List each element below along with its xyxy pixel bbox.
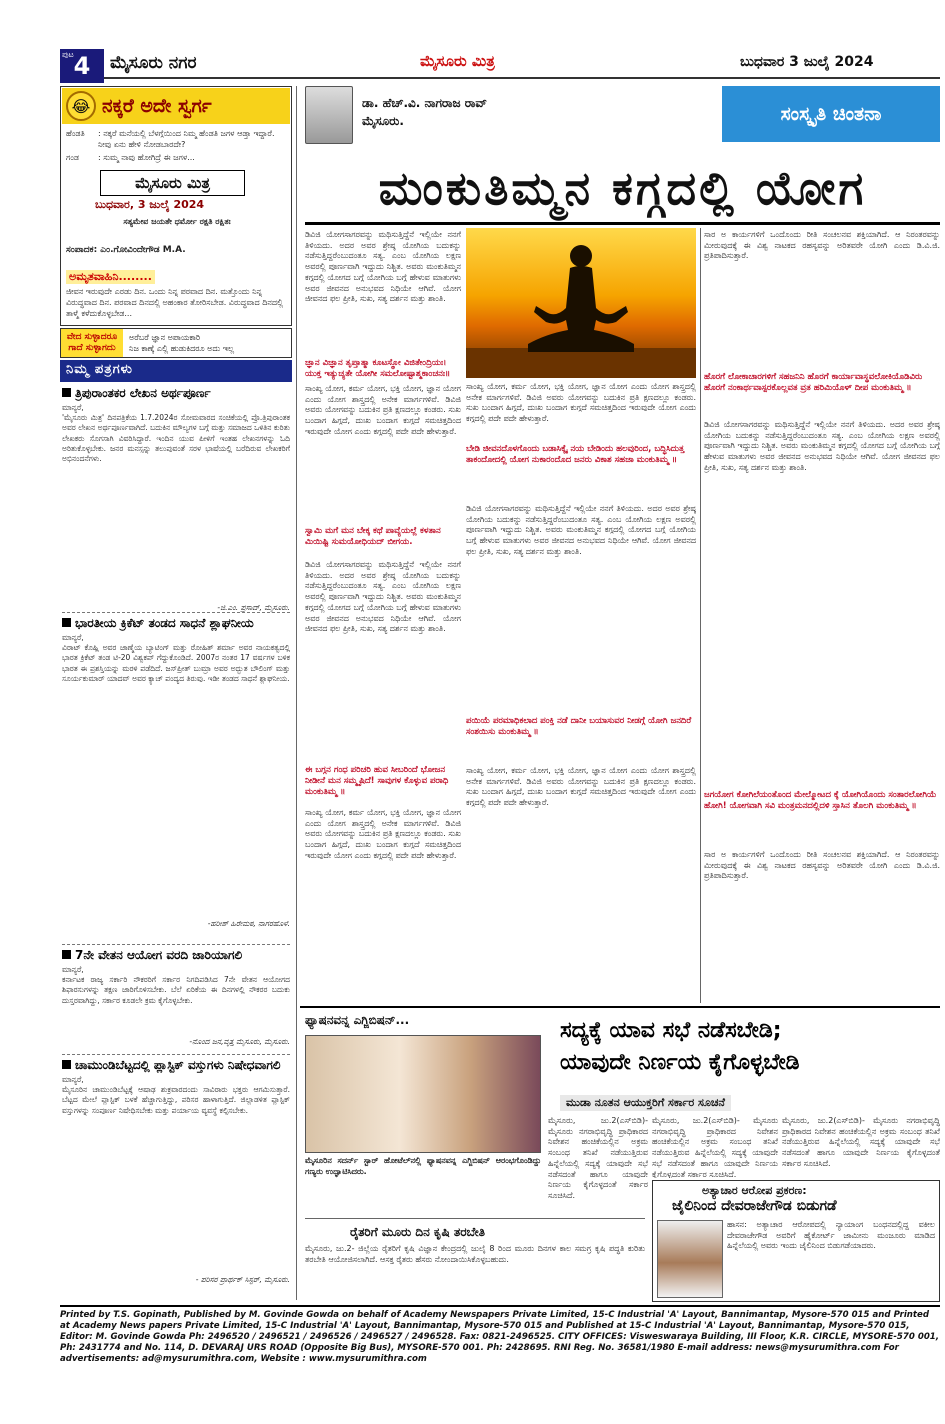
fashion-title: ಫ್ಯಾಷನವನ್ನ ಎಗ್ಜಿಬಿಷನ್... — [305, 1013, 410, 1027]
letter-salutation: ಮಾನ್ಯರೆ, — [62, 1075, 84, 1084]
joke-husband-text: : ಸುಮ್ಮ ನಾವು ಹೋಗಿದ್ರೆ ಈ ಜಗಳ... — [98, 153, 195, 162]
muda-headline-1: ಸದ್ಯಕ್ಕೆ ಯಾವ ಸಭೆ ನಡೆಸಬೇಡಿ; — [560, 1018, 782, 1043]
author-photo — [305, 86, 353, 144]
article-col3-intro: ಸಾರ ಅ ಕಾರ್ಯಗಳಿಗೆ ಒಂದೊಂದು ರೀತಿ ಸಂಚಲನವ ಶಕ್ತಿಯಾಗಿದೆ. ಆ ನಿರಂತರವನ್ನು ಮೀರುವುದಕ್ಕೆ ಈ ವಿಶ್ವ ನಾಟಕದ ರಹಸ್ಯವನ್ನು ಅರಿತವರೇ ಯೋಗಿ ಎಂದು ಡಿ.ವಿ.ಜಿ. ಪ್ರತಿಪಾದಿಸುತ್ತಾರೆ. — [704, 230, 940, 261]
farmer-news-body: ಮೈಸೂರು, ಜು.2- ಜಿಲ್ಲೆಯ ರೈತರಿಗೆ ಕೃಷಿ ವಿಜ್ಞಾನ ಕೇಂದ್ರದಲ್ಲಿ ಜುಲೈ 8 ರಿಂದ ಮೂರು ದಿನಗಳ ಕಾಲ ಸಮಗ್ರ ಕೃಷಿ ಪದ್ಧತಿ ಕುರಿತು ತರಬೇತಿ ಆಯೋಜಿಸಲಾಗಿದೆ. ಆಸಕ್ತ ರೈತರು ಹೆಸರು ನೋಂದಾಯಿಸಿಕೊಳ್ಳಬಹುದು. — [305, 1244, 645, 1264]
pull-quote-7: ಹೊರಗೆ ಲೋಕಾಚಾರಗಳಿಗೆ ಸಹಜನಿನಿ ಹೊರಗೆ ಕಾರ್ಯಾವಾಸ್ಥವಲೋಕಿಯೊಡಿವಿರು ಹೊರಗೆ ನಂಕಾರ್ಥವಾಸ್ಪರಕೊಲ್ಲವತ ವ್ರತ ಹರಿಮಿಯೊಳ್ ದೀಪ ಮಂಕುತಿಮ್ಮ ॥ — [704, 372, 923, 393]
arrest-body: ಹಾಸನ: ಅತ್ಯಾಚಾರ ಆರೋಪದಲ್ಲಿ ನ್ಯಾಯಾಂಗ ಬಂಧನದಲ್ಲಿದ್ದ ವಕೀಲ ದೇವರಾಜೇಗೌಡ ಅವರಿಗೆ ಹೈಕೋರ್ಟ್ ಜಾಮೀನು ಮಂಜೂರು ಮಾಡಿದ ಹಿನ್ನೆಲೆಯಲ್ಲಿ ಅವರು ಇಂದು ಜೈಲಿನಿಂದ ಬಿಡುಗಡೆಯಾದರು. — [727, 1220, 935, 1251]
page-number: 4 — [73, 52, 91, 80]
article-col2-intro: ಸಾಂಖ್ಯ ಯೋಗ, ಕರ್ಮ ಯೋಗ, ಭಕ್ತಿ ಯೋಗ, ಜ್ಞಾನ ಯೋಗ ಎಂದು ಯೋಗ ಶಾಸ್ತ್ರದಲ್ಲಿ ಅನೇಕ ಮಾರ್ಗಗಳಿವೆ. ಡಿವಿಜಿ ಅವರು ಯೋಗವನ್ನು ಬದುಕಿನ ಪ್ರತಿ ಕ್ಷಣದಲ್ಲೂ ಕಂಡರು. ಸುಖ ಬಂದಾಗ ಹಿಗ್ಗದೆ, ದುಃಖ ಬಂದಾಗ ಕುಗ್ಗದೆ ಸಮಚಿತ್ತದಿಂದ ಇರುವುದೇ ಯೋಗ ಎಂದು ಕಗ್ಗದಲ್ಲಿ ಪದೇ ಪದೇ ಹೇಳುತ್ತಾರೆ. — [466, 382, 696, 424]
proverb-line-2: ನಿಜ ಕಾಣ್ಕೆ ಎಲ್ಲಿ ಹುಡುಕಿದರೂ ಅದು ಇಲ್ಲ — [129, 344, 235, 353]
proverb-box — [60, 328, 292, 358]
arrest-kicker: ಅತ್ಯಾಚಾರ ಆರೋಪ ಪ್ರಕರಣ: — [702, 1184, 807, 1197]
letters-heading — [60, 360, 292, 382]
section-title: ಮೈಸೂರು ನಗರ — [110, 53, 197, 73]
laughing-face-icon: 😂 — [66, 91, 96, 121]
bullet-icon — [62, 950, 71, 959]
page-number-box — [60, 49, 104, 83]
yoga-meditation-image — [466, 228, 696, 378]
author-name: ಡಾ. ಹೆಚ್.ವಿ. ನಾಗರಾಜ ರಾವ್ — [362, 96, 487, 110]
pull-quote-2: ಸ್ವಾಮಿ ಮಗೆ ಮನ ಬೇಕ್ಕ ಕಥೆ ಪಾವ್ಯೆಯಲ್ಲೆ ಕಳತಾನ ಮಿಯಿಷ್ಟಿ ಸುಮಯೋಧಿಯದ್ ಬೀಗಯ. — [305, 526, 441, 547]
imprint-footer: Printed by T.S. Gopinath, Published by M. Govinde Gowda on behalf of Academy Newspapers Private Limited, 15-C Industrial 'A' Layout, Bannimantap, Mysore-570 015 and Printed at Academy News papers Private Limited, 15-C Industrial 'A' Layout, Bannimantap, Mysore-570 015 and Published at 15-C Industrial 'A' Layout, Bannimantap, Mysore-570 015, Editor: M. Govinde Gowda Ph: 2496520 / 2496521 / 2496526 / 2496527 / 2496528. Fax: 0821-2496525. CITY OFFICES: Visweswaraya Building, III Floor, K.R. CIRCLE, MYSORE-570 001, Ph: 2431774 and No. 114, D. DEVARAJ URS ROAD (Opposite Big Bus), MYSORE-570 001. Ph: 2428695. RNI Reg. No. 36581/1980 E-mail address: news@mysurumithra.com For advertisements: ad@mysurumithra.com, Website : www.mysurumithra.com — [60, 1305, 940, 1375]
main-headline: ಮಂಕುತಿಮ್ಮನ ಕಗ್ಗದಲ್ಲಿ ಯೋಗ — [378, 161, 867, 215]
muda-headline-2: ಯಾವುದೇ ನಿರ್ಣಯ ಕೈಗೊಳ್ಳಬೇಡಿ — [560, 1050, 800, 1075]
pull-quote-1: ಜ್ಞಾನ ವಿಜ್ಞಾನ ತೃಪ್ತಾತ್ಮಾ ಕೂಟಸ್ಥೋ ವಿಜಿತೇಂದ್ರಿಯಃ। ಯುಕ್ತ ಇತ್ಯುಚ್ಯತೇ ಯೋಗೀ ಸಮಲೋಷ್ಟಾಶ್ಮಕಾಂಚನಃ॥ — [305, 358, 451, 379]
amrut-text: ಜೀವನ ಇರುವುದೇ ಎರಡು ದಿನ. ಒಂದು ನಿನ್ನ ಪರವಾದ ದಿನ. ಮತ್ತೊಂದು ನಿನ್ನ ವಿರುದ್ಧವಾದ ದಿನ. ಪರವಾದ ದಿನದಲ್ಲಿ ಅಹಂಕಾರ ತೋರಿಸಬೇಡ. ವಿರುದ್ಧವಾದ ದಿನದಲ್ಲಿ ತಾಳ್ಮೆ ಕಳೆದುಕೊಳ್ಳಬೇಡ... — [66, 287, 284, 318]
letter-title — [62, 1058, 290, 1073]
letter-title-text: ತ್ರಿಪುರಾಂತಕರ ಲೇಖನ ಅರ್ಥಪೂರ್ಣ — [75, 386, 211, 400]
joke-wife-label: ಹೆಂಡತಿ — [66, 129, 85, 138]
letter-signature: -ಜಿ.ಎಂ. ಪ್ರಸಾದ್, ಮೈಸೂರು. — [217, 603, 290, 613]
letter-title — [62, 616, 290, 631]
bullet-icon — [62, 388, 71, 397]
farmer-news-title: ರೈತರಿಗೆ ಮೂರು ದಿನ ಕೃಷಿ ತರಬೇತಿ — [350, 1225, 486, 1239]
author-city: ಮೈಸೂರು. — [362, 114, 404, 128]
letter-4 — [62, 1058, 290, 1285]
column-divider — [296, 86, 297, 1300]
letter-title — [62, 948, 290, 963]
joke-wife-text: : ನಕ್ಕರೆ ಮನೆಯಲ್ಲಿ ಬೆಳಗ್ಗೆಯಿಂದ ನಿಮ್ಮ ಹೆಂಡತಿ ಜಗಳ ಆಡ್ತಾ ಇದ್ದಾರೆ. ನೀವು ಏನು ಹೇಳಿ ನೋಡಬಾರದೇ? — [98, 129, 275, 149]
mini-masthead-date: ಬುಧವಾರ, 3 ಜುಲೈ 2024 — [95, 198, 205, 211]
joke-banner: ನಕ್ಕರೆ ಅದೇ ಸ್ವರ್ಗ — [62, 88, 290, 124]
divider — [62, 612, 290, 613]
letters-heading-text: ನಿಮ್ಮ ಪತ್ರಗಳು — [66, 362, 133, 377]
bullet-icon — [62, 1060, 71, 1069]
letter-2 — [62, 616, 290, 929]
column-tag: ಸಂಸ್ಕೃತಿ ಚಿಂತನಾ — [722, 86, 940, 142]
letter-salutation: ಮಾನ್ಯರೆ, — [62, 965, 84, 974]
meditation-silhouette-icon — [466, 228, 696, 378]
pull-quote-8: ಜಗಯೋಗ ಕೋಗಿಲೆಯಂತೊಂದ ಮೇಲ್ಮೋಟದ ಕ್ಕೆ ಯೋಗಿಯೊಂದು ಸಂತಾರಲೋಗಿಯೆ ಹೋಗಿ! ಯೋಗವಾಗಿ ಸವಿ ಮಂತ್ರಮನದಲ್ಲಿದಳಿ ಸ್ತಾಸಿನ ತೊಲಗಿ ಮಂಕುತಿಮ್ಮ ॥ — [704, 790, 937, 811]
letter-title-text: ಚಾಮುಂಡಿಬೆಟ್ಟದಲ್ಲಿ ಪ್ಲಾಸ್ಟಿಕ್ ವಸ್ತುಗಳು ನಿಷೇಧವಾಗಲಿ — [75, 1058, 281, 1072]
article-col3-body2: ಸಾರ ಅ ಕಾರ್ಯಗಳಿಗೆ ಒಂದೊಂದು ರೀತಿ ಸಂಚಲನವ ಶಕ್ತಿಯಾಗಿದೆ. ಆ ನಿರಂತರವನ್ನು ಮೀರುವುದಕ್ಕೆ ಈ ವಿಶ್ವ ನಾಟಕದ ರಹಸ್ಯವನ್ನು ಅರಿತವರೇ ಯೋಗಿ ಎಂದು ಡಿ.ವಿ.ಜಿ. ಪ್ರತಿಪಾದಿಸುತ್ತಾರೆ. — [704, 850, 940, 881]
letter-title-text: 7ನೇ ವೇತನ ಆಯೋಗ ವರದಿ ಜಾರಿಯಾಗಲಿ — [75, 948, 243, 962]
article-col1-body: ಸಾಂಖ್ಯ ಯೋಗ, ಕರ್ಮ ಯೋಗ, ಭಕ್ತಿ ಯೋಗ, ಜ್ಞಾನ ಯೋಗ ಎಂದು ಯೋಗ ಶಾಸ್ತ್ರದಲ್ಲಿ ಅನೇಕ ಮಾರ್ಗಗಳಿವೆ. ಡಿವಿಜಿ ಅವರು ಯೋಗವನ್ನು ಬದುಕಿನ ಪ್ರತಿ ಕ್ಷಣದಲ್ಲೂ ಕಂಡರು. ಸುಖ ಬಂದಾಗ ಹಿಗ್ಗದೆ, ದುಃಖ ಬಂದಾಗ ಕುಗ್ಗದೆ ಸಮಚಿತ್ತದಿಂದ ಇರುವುದೇ ಯೋಗ ಎಂದು ಕಗ್ಗದಲ್ಲಿ ಪದೇ ಪದೇ ಹೇಳುತ್ತಾರೆ. — [305, 384, 461, 436]
proverb-text — [123, 329, 291, 357]
article-col3-body: ಡಿವಿಜಿ ಯೋಗಸಾಗರವನ್ನು ಮಥಿಸುತ್ತಿದ್ದೆನೆ ಇಲ್ಲಿಯೇ ನನಗೆ ತಿಳಿಯದು. ಅದರ ಅವರ ಶ್ರೇಷ್ಠ ಯೋಗಿಯ ಬದುಕನ್ನು ನಡೆಸುತ್ತಿದ್ದರೆಂಬುದಂತೂ ಸತ್ಯ. ಎಂಬ ಯೋಗಿಯ ಲಕ್ಷಣ ಅವರಲ್ಲಿ ಪೂರ್ಣವಾಗಿ ಇದ್ದುದು ನಿಶ್ಚಿತ. ಅವರು ಮಂಕುತಿಮ್ಮನ ಕಗ್ಗದಲ್ಲಿ ಯೋಗದ ಬಗ್ಗೆ ಯೋಗಿಯ ಬಗ್ಗೆ ಹೇಳುವ ಮಾತುಗಳು ಅವರ ಜೀವನದ ಅನುಭವದ ನಿಧಿಯೇ ಆಗಿವೆ. ಯೋಗ ಜೀವನದ ಫಲ ಪ್ರೀತಿ, ಸುಖ, ಸತ್ಯ ದರ್ಶನ ಮತ್ತು ಶಾಂತಿ. — [704, 420, 940, 472]
muda-subhead: ಮುಡಾ ನೂತನ ಆಯುಕ್ತರಿಗೆ ಸರ್ಕಾರ ಸೂಚನೆ — [560, 1095, 731, 1111]
fashion-exhibition-photo — [305, 1035, 541, 1153]
letter-signature: - ಪರಿಸರ ಪ್ರಾರ್ಥಕ್ ಸಿಸ್ಟರ್, ಮೈಸೂರು. — [195, 1275, 290, 1285]
letter-signature: -ನೊಂದ ಜನ,ವೃತ್ತ ಮೈಸೂರು, ಮೈಸೂರು. — [189, 1037, 290, 1047]
proverb-line-1: ಅರೆಬರೆ ಜ್ಞಾನ ಅಪಾಯಕಾರಿ — [129, 333, 201, 342]
letter-salutation: ಮಾನ್ಯರೆ, — [62, 633, 84, 642]
letter-salutation: ಮಾನ್ಯರೆ, — [62, 403, 84, 412]
pull-quote-4: ಈ ಬಗ್ಗನ ಗಂಧ ಪರಿಚರಿ ಹುವ ಸೀಬರಿಂದೆ ಭೋಜನ ನೀಡೀನೆ ಮನ ಸಮ್ಮೃಷಿದೆ! ಸಾವುಗಳ ಕೊಳ್ಳುವ ಪರಾಧಿ ಮಂಕುತಿಮ್ಮ ॥ — [305, 765, 449, 797]
letter-body: ಮೈಸೂರಿನ ಚಾಮುಂಡಿಬೆಟ್ಟಕ್ಕೆ ಆಷಾಢ ಶುಕ್ರವಾರದಂದು ಸಾವಿರಾರು ಭಕ್ತರು ಆಗಮಿಸುತ್ತಾರೆ. ಬೆಟ್ಟದ ಮೇಲೆ ಪ್ಲಾಸ್ಟಿಕ್ ಬಳಕೆ ಹೆಚ್ಚಾಗುತ್ತಿದ್ದು, ಪರಿಸರ ಹಾಳಾಗುತ್ತಿದೆ. ಜಿಲ್ಲಾಡಳಿತ ಪ್ಲಾಸ್ಟಿಕ್ ವಸ್ತುಗಳನ್ನು ಸಂಪೂರ್ಣ ನಿಷೇಧಿಸಬೇಕು ಮತ್ತು ಪರ್ಯಾಯ ವ್ಯವಸ್ಥೆ ಕಲ್ಪಿಸಬೇಕು. — [62, 1085, 290, 1115]
article-col1-intro: ಡಿವಿಜಿ ಯೋಗಸಾಗರವನ್ನು ಮಥಿಸುತ್ತಿದ್ದೆನೆ ಇಲ್ಲಿಯೇ ನನಗೆ ತಿಳಿಯದು. ಅದರ ಅವರ ಶ್ರೇಷ್ಠ ಯೋಗಿಯ ಬದುಕನ್ನು ನಡೆಸುತ್ತಿದ್ದರೆಂಬುದಂತೂ ಸತ್ಯ. ಎಂಬ ಯೋಗಿಯ ಲಕ್ಷಣ ಅವರಲ್ಲಿ ಪೂರ್ಣವಾಗಿ ಇದ್ದುದು ನಿಶ್ಚಿತ. ಅವರು ಮಂಕುತಿಮ್ಮನ ಕಗ್ಗದಲ್ಲಿ ಯೋಗದ ಬಗ್ಗೆ ಯೋಗಿಯ ಬಗ್ಗೆ ಹೇಳುವ ಮಾತುಗಳು ಅವರ ಜೀವನದ ಅನುಭವದ ನಿಧಿಯೇ ಆಗಿವೆ. ಯೋಗ ಜೀವನದ ಫಲ ಪ್ರೀತಿ, ಸುಖ, ಸತ್ಯ ದರ್ಶನ ಮತ್ತು ಶಾಂತಿ. — [305, 230, 461, 304]
masthead: ಮೈಸೂರು ಮಿತ್ರ — [420, 52, 495, 70]
divider — [62, 1054, 290, 1055]
muda-body-col2: ಮೈಸೂರು, ಜು.2(ಎಸ್‌ಬಿಡಿ)- ಮೈಸೂರು ನಗರಾಭಿವೃದ್ಧಿ ಪ್ರಾಧಿಕಾರದ ನಿವೇಶನ ಹಂಚಿಕೆಯಲ್ಲಿನ ಅಕ್ರಮ ಸಂಬಂಧ ತನಿಖೆ ನಡೆಯುತ್ತಿರುವ ಹಿನ್ನೆಲೆಯಲ್ಲಿ ಸದ್ಯಕ್ಕೆ ಯಾವುದೇ ಸಭೆ ನಡೆಸದಂತೆ ಹಾಗೂ ಯಾವುದೇ ನಿರ್ಣಯ ಕೈಗೊಳ್ಳದಂತೆ ಸರ್ಕಾರ ಸೂಚಿಸಿದೆ. — [652, 1116, 778, 1178]
bullet-icon — [62, 618, 71, 627]
divider — [62, 944, 290, 945]
letter-body: ಕರ್ನಾಟಕ ರಾಜ್ಯ ಸರ್ಕಾರಿ ನೌಕರರಿಗೆ ಸರ್ಕಾರ ನಿಗದಿಪಡಿಸಿದ 7ನೇ ವೇತನ ಆಯೋಗದ ಶಿಫಾರಸುಗಳನ್ನು ತಕ್ಷಣ ಜಾರಿಗೊಳಿಸಬೇಕು. ಬೆಲೆ ಏರಿಕೆಯ ಈ ದಿನಗಳಲ್ಲಿ ನೌಕರರ ಬದುಕು ದುಸ್ತರವಾಗಿದ್ದು, ಸರ್ಕಾರ ಕೂಡಲೇ ಕ್ರಮ ಕೈಗೊಳ್ಳಬೇಕು. — [62, 975, 290, 1005]
amrut-title: ಅಮೃತವಾಹಿನಿ........ — [66, 270, 155, 284]
pull-quote-6: ಪಯಿಯೆ ಪರಮಾಧಿಕಲಾದ ಪಂಕ್ತಿ ನಡೆ ದಾನೀ ಬಯಾಸುವರ ನೀಡಗ್ಗೆ ಯೋಗಿ ಜನದಿರೆ ಸಂಶಯಿಸು ಮಂಕುತಿಮ್ಮ ॥ — [466, 716, 692, 737]
letter-body: ವಿರಾಟ್ ಕೊಹ್ಲಿ ಅವರ ಜಾಣ್ಮೆಯ ಬ್ಯಾಟಿಂಗ್ ಮತ್ತು ರೋಹಿತ್ ಶರ್ಮಾ ಅವರ ನಾಯಕತ್ವದಲ್ಲಿ ಭಾರತ ಕ್ರಿಕೆಟ್ ತಂಡ ಟಿ-20 ವಿಶ್ವಕಪ್ ಗೆದ್ದುಕೊಂಡಿದೆ. 2007ರ ನಂತರ 17 ವರ್ಷಗಳ ಬಳಿಕ ಭಾರತ ಈ ಪ್ರಶಸ್ತಿಯನ್ನು ಮರಳಿ ಪಡೆದಿದೆ. ಜಸ್‌ಪ್ರೀತ್ ಬುಮ್ರಾ ಅವರ ಅದ್ಭುತ ಬೌಲಿಂಗ್ ಮತ್ತು ಸೂರ್ಯಕುಮಾರ್ ಯಾದವ್ ಅವರ ಕ್ಯಾಚ್ ಪಂದ್ಯದ ತಿರುವು. ಇಡೀ ತಂಡದ ಸಾಧನೆ ಶ್ಲಾಘನೀಯ. — [62, 643, 290, 683]
editor-line: ಸಂಪಾದಕ: ಎಂ.ಗೋವಿಂದೇಗೌಡ M.A. — [66, 245, 186, 255]
article-col1-body2: ಡಿವಿಜಿ ಯೋಗಸಾಗರವನ್ನು ಮಥಿಸುತ್ತಿದ್ದೆನೆ ಇಲ್ಲಿಯೇ ನನಗೆ ತಿಳಿಯದು. ಅದರ ಅವರ ಶ್ರೇಷ್ಠ ಯೋಗಿಯ ಬದುಕನ್ನು ನಡೆಸುತ್ತಿದ್ದರೆಂಬುದಂತೂ ಸತ್ಯ. ಎಂಬ ಯೋಗಿಯ ಲಕ್ಷಣ ಅವರಲ್ಲಿ ಪೂರ್ಣವಾಗಿ ಇದ್ದುದು ನಿಶ್ಚಿತ. ಅವರು ಮಂಕುತಿಮ್ಮನ ಕಗ್ಗದಲ್ಲಿ ಯೋಗದ ಬಗ್ಗೆ ಯೋಗಿಯ ಬಗ್ಗೆ ಹೇಳುವ ಮಾತುಗಳು ಅವರ ಜೀವನದ ಅನುಭವದ ನಿಧಿಯೇ ಆಗಿವೆ. ಯೋಗ ಜೀವನದ ಫಲ ಪ್ರೀತಿ, ಸುಖ, ಸತ್ಯ ದರ್ಶನ ಮತ್ತು ಶಾಂತಿ. — [305, 560, 461, 634]
motto: ಸತ್ಯಮೇವ ಜಯತೇ ಧರ್ಮೋ ರಕ್ಷತಿ ರಕ್ಷಿತಃ — [123, 217, 231, 226]
fashion-caption: ಮೈಸೂರಿನ ಸದರ್ನ್ ಸ್ಟಾರ್ ಹೋಟೆಲ್‌ನಲ್ಲಿ ಫ್ಯಾಷನವನ್ನ ಎಗ್ಜಿಬಿಷನ್ ಆರಂಭಗೊಂಡಿದ್ದು ಗಣ್ಯರು ಉದ್ಘಾಟಿಸಿದರು. — [305, 1156, 541, 1176]
proverb-label: ವೇದ ಸುಳ್ಳಾದರೂ ಗಾದೆ ಸುಳ್ಳಾಗದು — [61, 329, 123, 357]
page-label: ಪುಟ — [62, 50, 74, 59]
muda-body-col3: ಮೈಸೂರು, ಜು.2(ಎಸ್‌ಬಿಡಿ)- ಮೈಸೂರು ನಗರಾಭಿವೃದ್ಧಿ ಪ್ರಾಧಿಕಾರದ ನಿವೇಶನ ಹಂಚಿಕೆಯಲ್ಲಿನ ಅಕ್ರಮ ಸಂಬಂಧ ತನಿಖೆ ನಡೆಯುತ್ತಿರುವ ಹಿನ್ನೆಲೆಯಲ್ಲಿ ಸದ್ಯಕ್ಕೆ ಯಾವುದೇ ಸಭೆ ನಡೆಸದಂತೆ ಹಾಗೂ ಯಾವುದೇ ನಿರ್ಣಯ ಕೈಗೊಳ್ಳದಂತೆ ಸರ್ಕಾರ ಸೂಚಿಸಿದೆ. — [782, 1116, 940, 1168]
arrest-headline: ಜೈಲಿನಿಂದ ದೇವರಾಜೇಗೌಡ ಬಿಡುಗಡೆ — [672, 1198, 837, 1214]
letter-3 — [62, 948, 290, 1047]
letter-body: 'ಮೈಸೂರು ಮಿತ್ರ' ದಿನಪತ್ರಿಕೆಯ 1.7.2024ರ ಸೋಮವಾರದ ಸಂಚಿಕೆಯಲ್ಲಿ ಪ್ರೊ.ತ್ರಿಪುರಾಂತಕ ಅವರ ಲೇಖನ ಅರ್ಥಪೂರ್ಣವಾಗಿದೆ. ಬದುಕಿನ ಮೌಲ್ಯಗಳ ಬಗ್ಗೆ ಮತ್ತು ಸಮಾಜದ ಒಳಿತಿನ ಕುರಿತು ಲೇಖಕರು ಸೊಗಸಾಗಿ ವಿವರಿಸಿದ್ದಾರೆ. ಇಂದಿನ ಯುವ ಪೀಳಿಗೆ ಇಂತಹ ಲೇಖನಗಳನ್ನು ಓದಿ ಅರಿತುಕೊಳ್ಳಬೇಕು. ಜನರ ಮನಸ್ಸನ್ನು ತಲುಪುವಂತೆ ಸರಳ ಭಾಷೆಯಲ್ಲಿ ಬರೆದಿರುವ ಲೇಖಕರಿಗೆ ಅಭಿನಂದನೆಗಳು. — [62, 413, 290, 464]
issue-date: ಬುಧವಾರ 3 ಜುಲೈ 2024 — [740, 54, 874, 70]
letter-title-text: ಭಾರತೀಯ ಕ್ರಿಕೆಟ್ ತಂಡದ ಸಾಧನೆ ಶ್ಲಾಘನೀಯ — [75, 616, 254, 630]
headline-rule — [305, 222, 940, 225]
column-divider — [700, 228, 701, 1003]
mini-masthead: ಮೈಸೂರು ಮಿತ್ರ — [100, 170, 245, 196]
section-rule — [300, 1006, 940, 1008]
muda-body-col1: ಮೈಸೂರು, ಜು.2(ಎಸ್‌ಬಿಡಿ)- ಮೈಸೂರು ನಗರಾಭಿವೃದ್ಧಿ ಪ್ರಾಧಿಕಾರದ ನಿವೇಶನ ಹಂಚಿಕೆಯಲ್ಲಿನ ಅಕ್ರಮ ಸಂಬಂಧ ತನಿಖೆ ನಡೆಯುತ್ತಿರುವ ಹಿನ್ನೆಲೆಯಲ್ಲಿ ಸದ್ಯಕ್ಕೆ ಯಾವುದೇ ಸಭೆ ನಡೆಸದಂತೆ ಹಾಗೂ ಯಾವುದೇ ನಿರ್ಣಯ ಕೈಗೊಳ್ಳದಂತೆ ಸರ್ಕಾರ ಸೂಚಿಸಿದೆ. — [548, 1116, 648, 1200]
person-photo — [657, 1220, 723, 1298]
pull-quote-5: ಬೇಡಿ ಜೀವನದೊಳಗೊಂದು ಬಡಾಸಿಕ್ಕೈ ನಯ ಬೇಡಿಂದು ಹಲವುರಿಂದ, ಬದ್ಧಿಸಿದುತ್ತ ತಾಕಂದೋದಲ್ಲಿ ಯೋಗ ನುಕಾರಂದೊದ ಜನರು ವಿಕಾಶ ಸಹಜಾ ಮಂಕುತಿಮ್ಮ ॥ — [466, 444, 685, 465]
letter-title — [62, 386, 290, 401]
letter-1 — [62, 386, 290, 613]
article-col2-body: ಡಿವಿಜಿ ಯೋಗಸಾಗರವನ್ನು ಮಥಿಸುತ್ತಿದ್ದೆನೆ ಇಲ್ಲಿಯೇ ನನಗೆ ತಿಳಿಯದು. ಅದರ ಅವರ ಶ್ರೇಷ್ಠ ಯೋಗಿಯ ಬದುಕನ್ನು ನಡೆಸುತ್ತಿದ್ದರೆಂಬುದಂತೂ ಸತ್ಯ. ಎಂಬ ಯೋಗಿಯ ಲಕ್ಷಣ ಅವರಲ್ಲಿ ಪೂರ್ಣವಾಗಿ ಇದ್ದುದು ನಿಶ್ಚಿತ. ಅವರು ಮಂಕುತಿಮ್ಮನ ಕಗ್ಗದಲ್ಲಿ ಯೋಗದ ಬಗ್ಗೆ ಯೋಗಿಯ ಬಗ್ಗೆ ಹೇಳುವ ಮಾತುಗಳು ಅವರ ಜೀವನದ ಅನುಭವದ ನಿಧಿಯೇ ಆಗಿವೆ. ಯೋಗ ಜೀವನದ ಫಲ ಪ್ರೀತಿ, ಸುಖ, ಸತ್ಯ ದರ್ಶನ ಮತ್ತು ಶಾಂತಿ. — [466, 504, 696, 556]
letter-signature: -ಹರೀಶ್ ಹಿರೇಮಠ, ನಾಗರಹೊಳೆ. — [207, 919, 290, 929]
article-col1-body3: ಸಾಂಖ್ಯ ಯೋಗ, ಕರ್ಮ ಯೋಗ, ಭಕ್ತಿ ಯೋಗ, ಜ್ಞಾನ ಯೋಗ ಎಂದು ಯೋಗ ಶಾಸ್ತ್ರದಲ್ಲಿ ಅನೇಕ ಮಾರ್ಗಗಳಿವೆ. ಡಿವಿಜಿ ಅವರು ಯೋಗವನ್ನು ಬದುಕಿನ ಪ್ರತಿ ಕ್ಷಣದಲ್ಲೂ ಕಂಡರು. ಸುಖ ಬಂದಾಗ ಹಿಗ್ಗದೆ, ದುಃಖ ಬಂದಾಗ ಕುಗ್ಗದೆ ಸಮಚಿತ್ತದಿಂದ ಇರುವುದೇ ಯೋಗ ಎಂದು ಕಗ್ಗದಲ್ಲಿ ಪದೇ ಪದೇ ಹೇಳುತ್ತಾರೆ. — [305, 808, 461, 860]
article-col2-body2: ಸಾಂಖ್ಯ ಯೋಗ, ಕರ್ಮ ಯೋಗ, ಭಕ್ತಿ ಯೋಗ, ಜ್ಞಾನ ಯೋಗ ಎಂದು ಯೋಗ ಶಾಸ್ತ್ರದಲ್ಲಿ ಅನೇಕ ಮಾರ್ಗಗಳಿವೆ. ಡಿವಿಜಿ ಅವರು ಯೋಗವನ್ನು ಬದುಕಿನ ಪ್ರತಿ ಕ್ಷಣದಲ್ಲೂ ಕಂಡರು. ಸುಖ ಬಂದಾಗ ಹಿಗ್ಗದೆ, ದುಃಖ ಬಂದಾಗ ಕುಗ್ಗದೆ ಸಮಚಿತ್ತದಿಂದ ಇರುವುದೇ ಯೋಗ ಎಂದು ಕಗ್ಗದಲ್ಲಿ ಪದೇ ಪದೇ ಹೇಳುತ್ತಾರೆ. — [466, 766, 696, 808]
joke-husband-label: ಗಂಡ — [66, 153, 79, 162]
